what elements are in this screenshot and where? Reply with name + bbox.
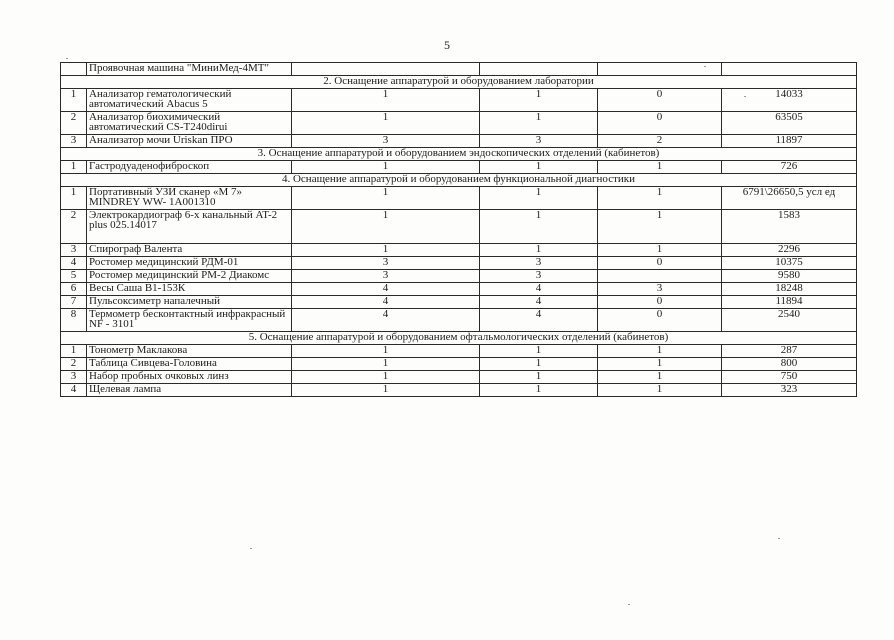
value-col-2: 3 bbox=[480, 135, 598, 148]
value-col-3 bbox=[598, 270, 722, 283]
value-col-3: 1 bbox=[598, 358, 722, 371]
equipment-name: Набор пробных очковых линз bbox=[87, 371, 292, 384]
value-col-2: 3 bbox=[480, 257, 598, 270]
value-col-3: 2 bbox=[598, 135, 722, 148]
value-col-1: 1 bbox=[292, 210, 480, 244]
equipment-name: Анализатор гематологический автоматический Abacus 5 bbox=[87, 89, 292, 112]
value-col-1: 1 bbox=[292, 112, 480, 135]
row-number: 1 bbox=[61, 187, 87, 210]
equipment-name: Портативный УЗИ сканер «М 7» MINDREY WW- 1A001310 bbox=[87, 187, 292, 210]
value-col-1: 3 bbox=[292, 135, 480, 148]
value-col-3: 0 bbox=[598, 257, 722, 270]
row-number: 1 bbox=[61, 89, 87, 112]
value-col-1: 1 bbox=[292, 161, 480, 174]
row-number: 6 bbox=[61, 283, 87, 296]
value-col-3: 0 bbox=[598, 296, 722, 309]
table-row bbox=[61, 296, 857, 309]
value-col-2: 1 bbox=[480, 371, 598, 384]
section-header-row bbox=[61, 174, 857, 187]
value-col-4: 726 bbox=[722, 161, 857, 174]
value-col-3: 1 bbox=[598, 345, 722, 358]
section-title: 2. Оснащение аппаратурой и оборудованием лаборатории bbox=[61, 76, 857, 89]
value-col-3: 3 bbox=[598, 283, 722, 296]
value-col-4: 6791\26650,5 усл ед bbox=[722, 187, 857, 210]
value-col-3: 1 bbox=[598, 371, 722, 384]
row-number: 1 bbox=[61, 161, 87, 174]
table-row bbox=[61, 358, 857, 371]
value-col-4: 18248 bbox=[722, 283, 857, 296]
row-number: 2 bbox=[61, 358, 87, 371]
value-col-2: 1 bbox=[480, 161, 598, 174]
value-col-1: 1 bbox=[292, 187, 480, 210]
value-col-4: 750 bbox=[722, 371, 857, 384]
equipment-name: Анализатор биохимический автоматический CS-T240dirui bbox=[87, 112, 292, 135]
row-number: 3 bbox=[61, 244, 87, 257]
value-col-1: 1 bbox=[292, 244, 480, 257]
equipment-name: Тонометр Маклакова bbox=[87, 345, 292, 358]
equipment-name: Спирограф Валента bbox=[87, 244, 292, 257]
equipment-name: Проявочная машина "МиниМед-4МТ" bbox=[87, 63, 292, 76]
equipment-name: Таблица Сивцева-Головина bbox=[87, 358, 292, 371]
value-col-2: 1 bbox=[480, 89, 598, 112]
table-row bbox=[61, 135, 857, 148]
value-col-4: 11894 bbox=[722, 296, 857, 309]
table-row bbox=[61, 283, 857, 296]
table-row bbox=[61, 384, 857, 397]
value-col-2: 4 bbox=[480, 283, 598, 296]
value-col-4: 800 bbox=[722, 358, 857, 371]
value-col-2: 1 bbox=[480, 358, 598, 371]
value-col-3: 0 bbox=[598, 309, 722, 332]
value-col-4: 323 bbox=[722, 384, 857, 397]
value-col-1: 1 bbox=[292, 345, 480, 358]
value-col-2: 1 bbox=[480, 244, 598, 257]
value-col-2: 1 bbox=[480, 345, 598, 358]
value-col-1 bbox=[292, 63, 480, 76]
table-row bbox=[61, 270, 857, 283]
table-row bbox=[61, 210, 857, 244]
value-col-2: 1 bbox=[480, 112, 598, 135]
row-number: 3 bbox=[61, 371, 87, 384]
value-col-3: 1 bbox=[598, 187, 722, 210]
equipment-name: Ростомер медицинский РМ-2 Диакомс bbox=[87, 270, 292, 283]
value-col-2: 1 bbox=[480, 210, 598, 244]
value-col-4: 10375 bbox=[722, 257, 857, 270]
row-number: 4 bbox=[61, 384, 87, 397]
equipment-name: Весы Саша В1-153К bbox=[87, 283, 292, 296]
scan-speck bbox=[250, 548, 252, 549]
value-col-2: 4 bbox=[480, 309, 598, 332]
value-col-3: 0 bbox=[598, 89, 722, 112]
section-header-row bbox=[61, 332, 857, 345]
value-col-1: 1 bbox=[292, 358, 480, 371]
scan-speck bbox=[744, 96, 746, 97]
value-col-3 bbox=[598, 63, 722, 76]
page-number: 5 bbox=[444, 38, 450, 52]
value-col-4: 9580 bbox=[722, 270, 857, 283]
table-row bbox=[61, 161, 857, 174]
equipment-name: Анализатор мочи Uriskan ПРО bbox=[87, 135, 292, 148]
value-col-4: 11897 bbox=[722, 135, 857, 148]
section-header-row bbox=[61, 148, 857, 161]
value-col-4 bbox=[722, 63, 857, 76]
row-number: 4 bbox=[61, 257, 87, 270]
equipment-name: Ростомер медицинский РДМ-01 bbox=[87, 257, 292, 270]
table-row bbox=[61, 63, 857, 76]
equipment-name: Термометр бесконтактный инфракрасный NF - 3101 bbox=[87, 309, 292, 332]
value-col-3: 0 bbox=[598, 112, 722, 135]
equipment-name: Электрокардиограф 6-х канальный AT-2 plus 025.14017 bbox=[87, 210, 292, 244]
equipment-name: Щелевая лампа bbox=[87, 384, 292, 397]
table-row bbox=[61, 244, 857, 257]
row-number: 7 bbox=[61, 296, 87, 309]
table-row bbox=[61, 345, 857, 358]
value-col-1: 1 bbox=[292, 384, 480, 397]
table-row bbox=[61, 309, 857, 332]
value-col-3: 1 bbox=[598, 384, 722, 397]
table-row bbox=[61, 89, 857, 112]
table-row bbox=[61, 371, 857, 384]
value-col-4: 63505 bbox=[722, 112, 857, 135]
value-col-1: 1 bbox=[292, 89, 480, 112]
value-col-4: 14033 bbox=[722, 89, 857, 112]
scan-speck bbox=[778, 538, 780, 539]
section-title: 3. Оснащение аппаратурой и оборудованием эндоскопических отделений (кабинетов) bbox=[61, 148, 857, 161]
section-title: 5. Оснащение аппаратурой и оборудованием офтальмологических отделений (кабинетов) bbox=[61, 332, 857, 345]
equipment-table bbox=[60, 62, 857, 397]
scan-speck bbox=[66, 58, 68, 59]
equipment-table-body bbox=[61, 63, 857, 397]
value-col-3: 1 bbox=[598, 161, 722, 174]
table-row bbox=[61, 112, 857, 135]
row-number bbox=[61, 63, 87, 76]
row-number: 2 bbox=[61, 112, 87, 135]
row-number: 8 bbox=[61, 309, 87, 332]
value-col-2: 4 bbox=[480, 296, 598, 309]
value-col-1: 4 bbox=[292, 309, 480, 332]
value-col-2: 1 bbox=[480, 187, 598, 210]
value-col-4: 2540 bbox=[722, 309, 857, 332]
value-col-2: 1 bbox=[480, 384, 598, 397]
equipment-name: Гастродуаденофиброскоп bbox=[87, 161, 292, 174]
value-col-4: 2296 bbox=[722, 244, 857, 257]
value-col-4: 1583 bbox=[722, 210, 857, 244]
row-number: 3 bbox=[61, 135, 87, 148]
value-col-1: 3 bbox=[292, 257, 480, 270]
value-col-1: 4 bbox=[292, 296, 480, 309]
table-row bbox=[61, 257, 857, 270]
section-header-row bbox=[61, 76, 857, 89]
value-col-2 bbox=[480, 63, 598, 76]
row-number: 5 bbox=[61, 270, 87, 283]
value-col-3: 1 bbox=[598, 244, 722, 257]
value-col-1: 3 bbox=[292, 270, 480, 283]
value-col-3: 1 bbox=[598, 210, 722, 244]
value-col-4: 287 bbox=[722, 345, 857, 358]
table-row bbox=[61, 187, 857, 210]
section-title: 4. Оснащение аппаратурой и оборудованием функциональной диагностики bbox=[61, 174, 857, 187]
equipment-name: Пульсоксиметр напалечный bbox=[87, 296, 292, 309]
scan-speck bbox=[628, 604, 630, 605]
value-col-1: 1 bbox=[292, 371, 480, 384]
value-col-2: 3 bbox=[480, 270, 598, 283]
scan-speck bbox=[704, 66, 706, 67]
value-col-1: 4 bbox=[292, 283, 480, 296]
row-number: 2 bbox=[61, 210, 87, 244]
row-number: 1 bbox=[61, 345, 87, 358]
